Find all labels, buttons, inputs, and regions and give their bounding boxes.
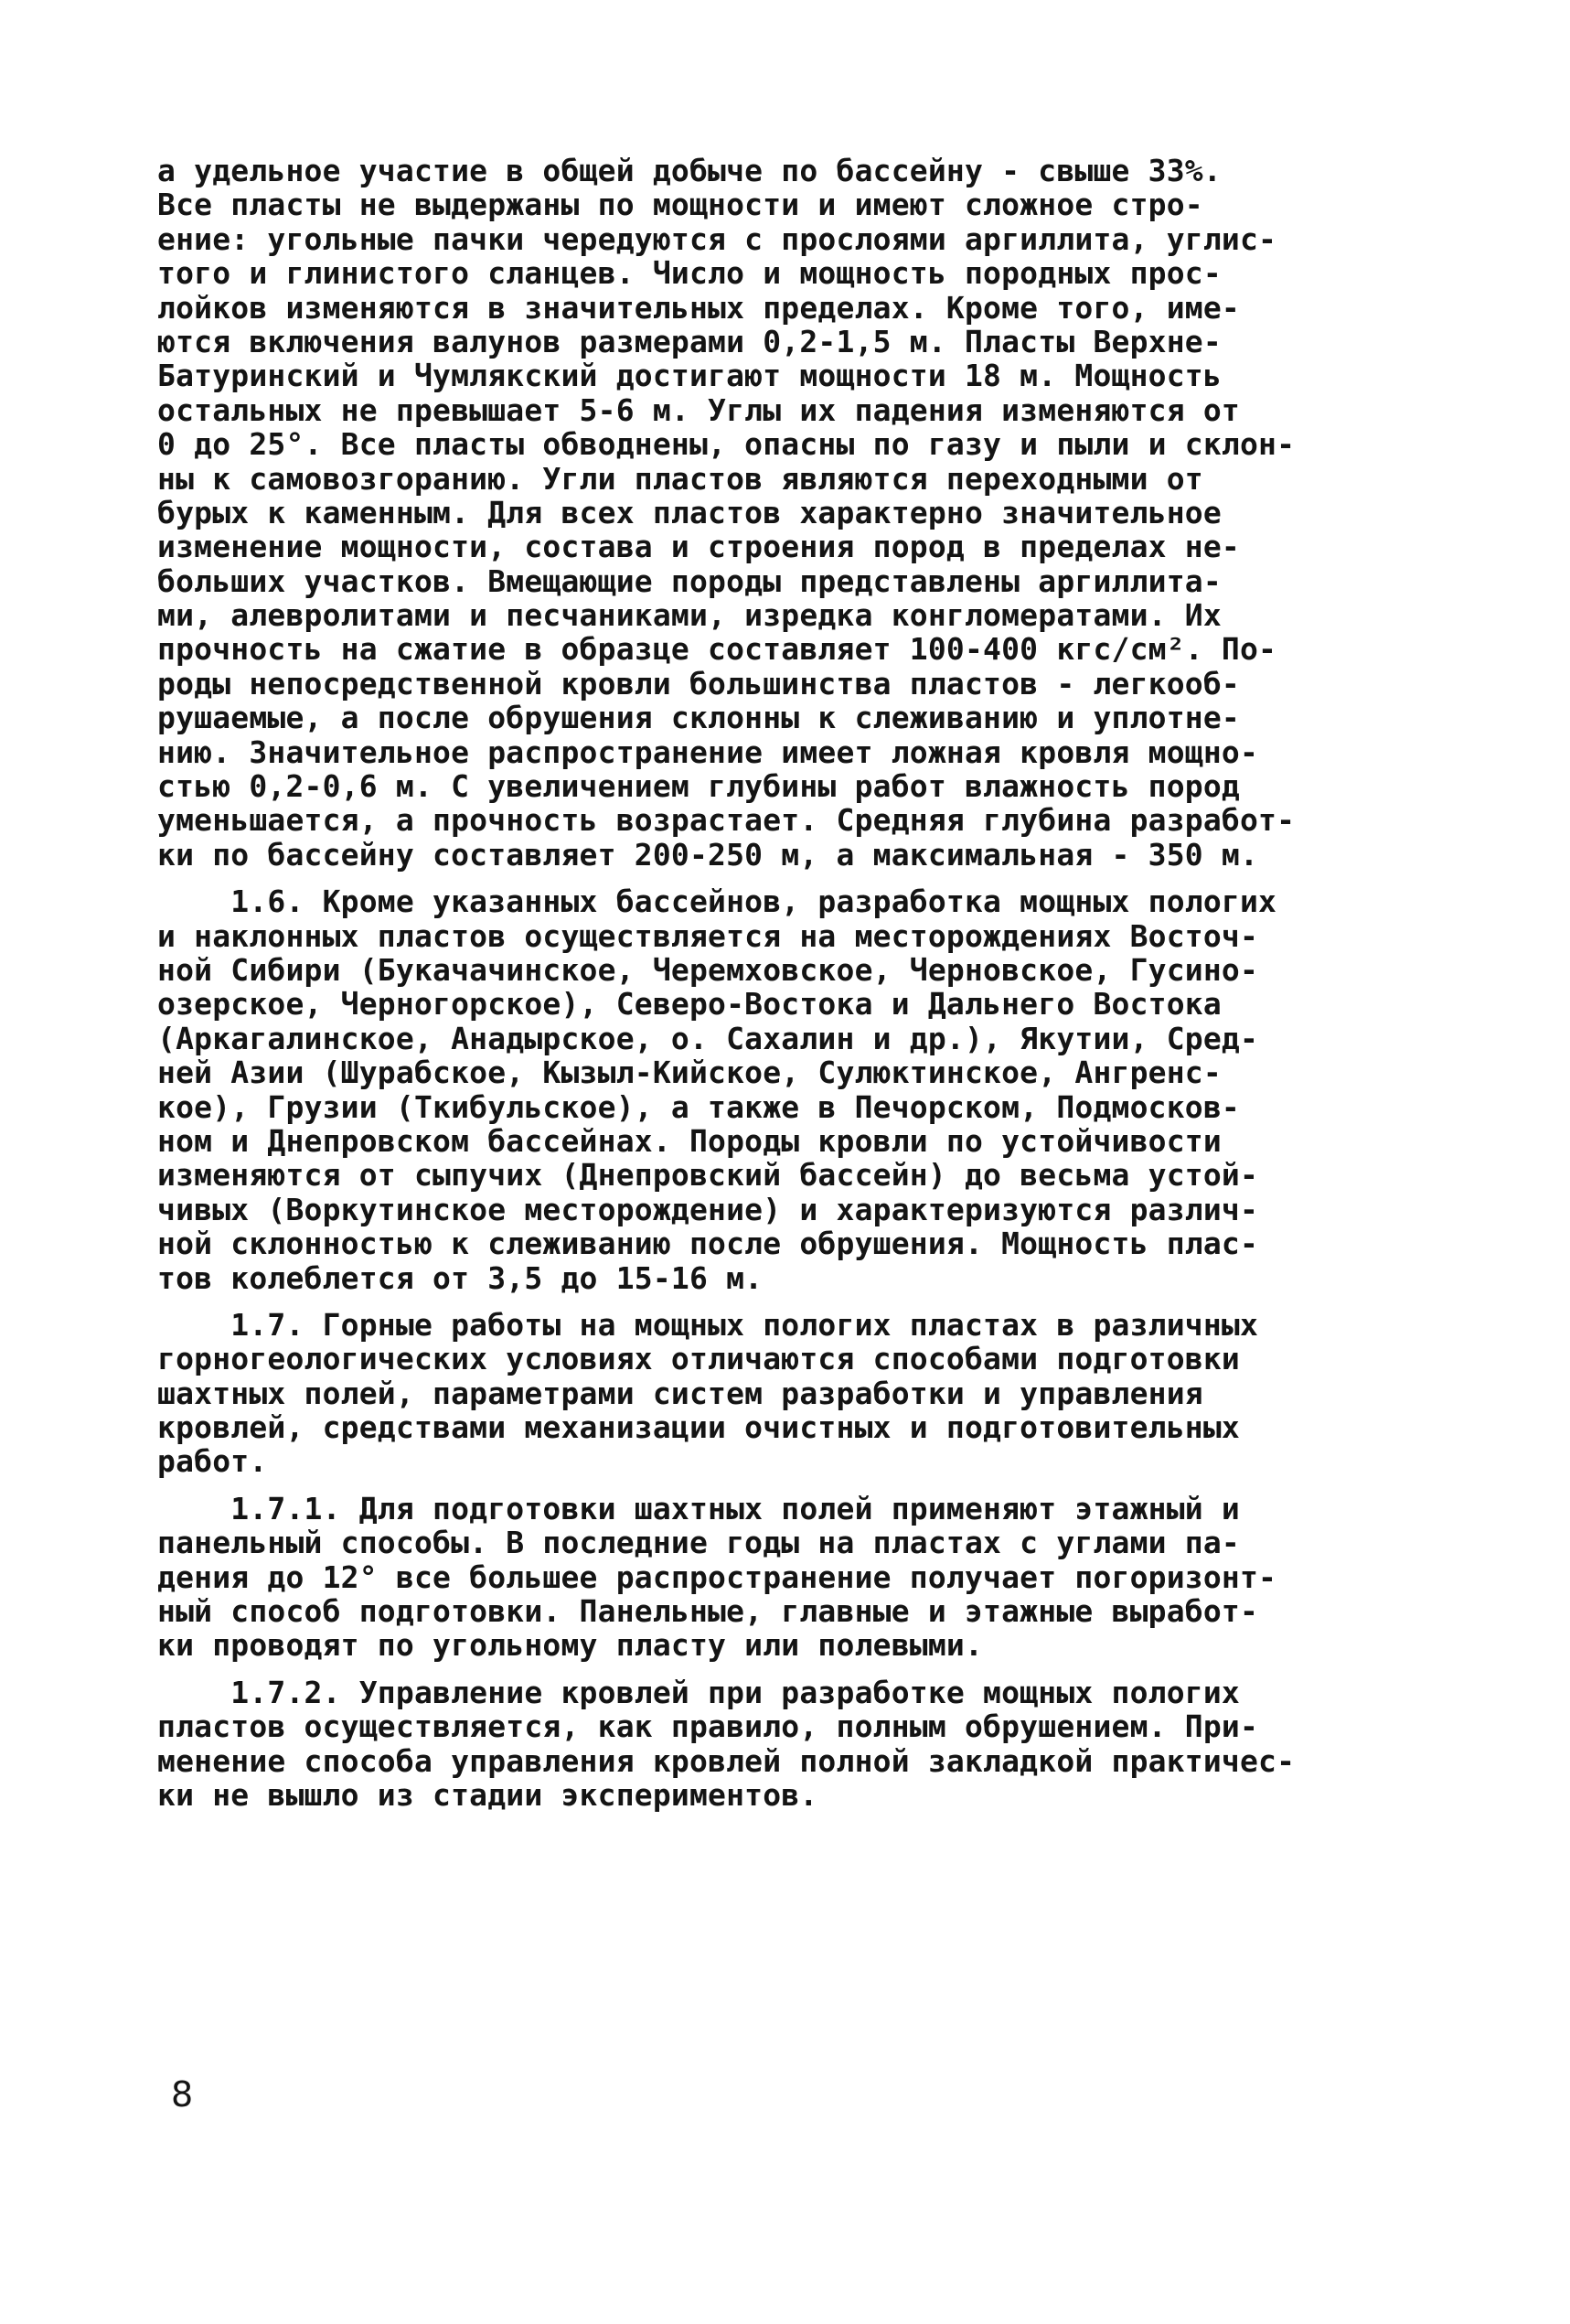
text-line: уменьшается, а прочность возрастает. Средняя глубина разработ- bbox=[157, 802, 1296, 839]
paragraph-section-1-7-2 bbox=[157, 1676, 1426, 1813]
paragraph-gap bbox=[157, 1295, 1426, 1308]
text-line: того и глинистого сланцев. Число и мощность породных прос- bbox=[157, 255, 1222, 292]
text-line: лойков изменяются в значительных пределах. Кроме того, име- bbox=[157, 289, 1240, 326]
text-line: ми, алевролитами и песчаниками, изредка конгломератами. Их bbox=[157, 597, 1222, 634]
paragraph-section-1-7-1 bbox=[157, 1492, 1426, 1663]
paragraph-section-1-7 bbox=[157, 1308, 1426, 1479]
text-line: ки не вышло из стадии экспериментов. bbox=[157, 1776, 818, 1813]
text-line: ном и Днепровском бассейнах. Породы кровли по устойчивости bbox=[157, 1122, 1222, 1159]
text-line: ной склонностью к слеживанию после обрушения. Мощность плас- bbox=[157, 1226, 1259, 1262]
text-line: ение: угольные пачки чередуются с прослоями аргиллита, углис- bbox=[157, 220, 1277, 257]
text-line: больших участков. Вмещающие породы представлены аргиллита- bbox=[157, 562, 1222, 599]
text-line: ки по бассейну составляет 200-250 м, а максимальная - 350 м. bbox=[157, 836, 1259, 873]
text-line: ней Азии (Шурабское, Кызыл-Кийское, Сулюктинское, Ангренс- bbox=[157, 1055, 1222, 1091]
text-line: горногеологических условиях отличаются способами подготовки bbox=[157, 1341, 1240, 1377]
text-line: кое), Грузии (Ткибульское), а также в Печорском, Подмосков- bbox=[157, 1088, 1240, 1125]
text-line: нию. Значительное распространение имеет ложная кровля мощно- bbox=[157, 734, 1259, 770]
text-line: озерское, Черногорское), Северо-Востока и Дальнего Востока bbox=[157, 986, 1222, 1023]
paragraph-coal-seams bbox=[157, 154, 1426, 872]
text-line: рушаемые, а после обрушения склонны к слеживанию и уплотне- bbox=[157, 700, 1240, 736]
text-line: 1.7. Горные работы на мощных пологих пластах в различных bbox=[157, 1306, 1259, 1343]
text-line: и наклонных пластов осуществляется на месторождениях Восточ- bbox=[157, 917, 1259, 954]
paragraph-gap bbox=[157, 1479, 1426, 1492]
paragraph-section-1-6 bbox=[157, 884, 1426, 1295]
text-line: Батуринский и Чумлякский достигают мощности 18 м. Мощность bbox=[157, 358, 1222, 394]
text-line: стью 0,2-0,6 м. С увеличением глубины работ влажность пород bbox=[157, 768, 1240, 805]
text-line: а удельное участие в общей добыче по бассейну - свыше 33%. bbox=[157, 153, 1222, 188]
text-line: тов колеблется от 3,5 до 15-16 м. bbox=[157, 1259, 764, 1296]
text-line: изменение мощности, состава и строения пород в пределах не- bbox=[157, 529, 1240, 565]
text-line: шахтных полей, параметрами систем разработки и управления bbox=[157, 1375, 1203, 1411]
text-line: пластов осуществляется, как правило, полным обрушением. При- bbox=[157, 1708, 1259, 1745]
text-line: ной Сибири (Букачачинское, Черемховское, Черновское, Гусино- bbox=[157, 951, 1259, 988]
text-line: дения до 12° все большее распространение получает погоризонт- bbox=[157, 1558, 1277, 1595]
text-line: 1.7.2. Управление кровлей при разработке мощных пологих bbox=[157, 1674, 1240, 1710]
text-line: Все пласты не выдержаны по мощности и имеют сложное стро- bbox=[157, 187, 1203, 223]
text-line: остальных не превышает 5-6 м. Углы их падения изменяются от bbox=[157, 391, 1240, 428]
text-line: 1.6. Кроме указанных бассейнов, разработка мощных пологих bbox=[157, 884, 1277, 920]
text-line: работ. bbox=[157, 1443, 268, 1480]
text-line: (Аркагалинское, Анадырское, о. Сахалин и др.), Якутии, Сред- bbox=[157, 1020, 1259, 1056]
text-line: бурых к каменным. Для всех пластов характерно значительное bbox=[157, 494, 1222, 530]
text-line: изменяются от сыпучих (Днепровский бассейн) до весьма устой- bbox=[157, 1157, 1259, 1194]
text-line: 0 до 25°. Все пласты обводнены, опасны по газу и пыли и склон- bbox=[157, 426, 1296, 463]
text-line: чивых (Воркутинское месторождение) и характеризуются различ- bbox=[157, 1191, 1259, 1227]
page-number: 8 bbox=[171, 2074, 194, 2115]
text-line: менение способа управления кровлей полной закладкой практичес- bbox=[157, 1742, 1296, 1779]
paragraph-gap bbox=[157, 872, 1426, 884]
text-line: роды непосредственной кровли большинства пластов - легкооб- bbox=[157, 665, 1240, 701]
text-line: 1.7.1. Для подготовки шахтных полей применяют этажный и bbox=[157, 1490, 1240, 1526]
text-line: ны к самовозгоранию. Угли пластов являются переходными от bbox=[157, 460, 1203, 497]
text-line: прочность на сжатие в образце составляет 100-400 кгс/см². По- bbox=[157, 631, 1277, 668]
text-line: кровлей, средствами механизации очистных и подготовительных bbox=[157, 1409, 1240, 1446]
page-body bbox=[157, 154, 1426, 1812]
text-line: панельный способы. В последние годы на пластах с углами па- bbox=[157, 1525, 1240, 1561]
text-line: ки проводят по угольному пласту или полевыми. bbox=[157, 1627, 984, 1664]
text-line: ный способ подготовки. Панельные, главные и этажные выработ- bbox=[157, 1593, 1259, 1630]
paragraph-gap bbox=[157, 1663, 1426, 1676]
text-line: ются включения валунов размерами 0,2-1,5 м. Пласты Верхне- bbox=[157, 323, 1222, 359]
